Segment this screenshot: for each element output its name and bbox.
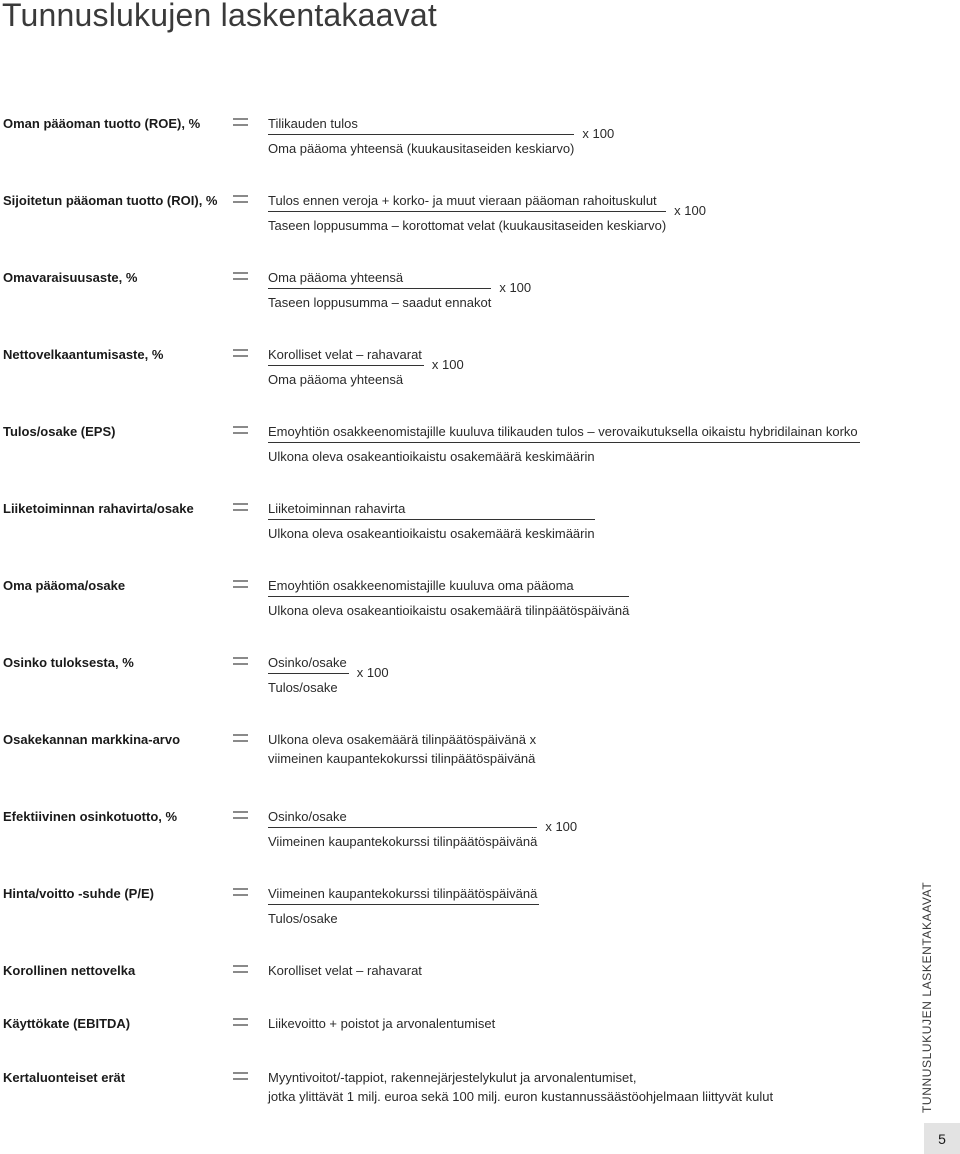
equals-sign [233, 965, 248, 973]
formula-expression [268, 193, 706, 233]
numerator: Oma pääoma yhteensä [268, 270, 491, 289]
formula-expression [268, 578, 629, 618]
equals-sign [233, 118, 248, 126]
formula-label: Omavaraisuusaste, % [3, 270, 138, 285]
multiplier: x 100 [356, 665, 389, 680]
formula-expression [268, 963, 422, 982]
multiplier: x 100 [499, 280, 532, 295]
page-number: 5 [938, 1131, 946, 1147]
formula-line: Myyntivoitot/-tappiot, rakennejärjestelykulut ja arvonalentumiset, [268, 1070, 637, 1085]
formula-label: Kertaluonteiset erät [3, 1070, 126, 1085]
equals-sign [233, 734, 248, 742]
fraction [268, 809, 537, 849]
equals-sign [233, 657, 248, 665]
denominator: Ulkona oleva osakeantioikaistu osakemäärä keskimäärin [268, 449, 595, 464]
formula-expression [268, 501, 595, 541]
formula-expression [268, 1016, 495, 1035]
formula-expression [268, 1070, 773, 1108]
fraction [268, 655, 349, 695]
equals-sign [233, 1018, 248, 1026]
formula-expression [268, 655, 389, 695]
formula-line: Korolliset velat – rahavarat [268, 963, 422, 978]
fraction [268, 501, 595, 541]
formula-label: Hinta/voitto -suhde (P/E) [3, 886, 154, 901]
formula-label: Oma pääoma/osake [3, 578, 126, 593]
denominator: Oma pääoma yhteensä [268, 372, 404, 387]
denominator: Viimeinen kaupantekokurssi tilinpäätöspäivänä [268, 834, 538, 849]
numerator: Korolliset velat – rahavarat [268, 347, 424, 366]
formula-line: jotka ylittävät 1 milj. euroa sekä 100 milj. euron kustannussäästöohjelmaan liittyvät kulut [268, 1089, 774, 1104]
equals-sign [233, 580, 248, 588]
formula-label: Nettovelkaantumisaste, % [3, 347, 164, 362]
formula-label: Sijoitetun pääoman tuotto (ROI), % [3, 193, 218, 208]
numerator: Osinko/osake [268, 655, 349, 674]
equals-sign [233, 426, 248, 434]
multiplier: x 100 [582, 126, 615, 141]
formula-label: Käyttökate (EBITDA) [3, 1016, 131, 1031]
denominator: Oma pääoma yhteensä (kuukausitaseiden keskiarvo) [268, 141, 575, 156]
multiplier: x 100 [431, 357, 464, 372]
formula-label: Oman pääoman tuotto (ROE), % [3, 116, 201, 131]
denominator: Ulkona oleva osakeantioikaistu osakemäärä keskimäärin [268, 526, 595, 541]
page-title: Tunnuslukujen laskentakaavat [2, 0, 437, 33]
fraction [268, 347, 424, 387]
multiplier: x 100 [545, 819, 578, 834]
formula-expression [268, 424, 860, 464]
fraction [268, 116, 574, 156]
formula-expression [268, 347, 464, 387]
equals-sign [233, 195, 248, 203]
side-section-title: TUNNUSLUKUJEN LASKENTAKAAVAT [920, 881, 934, 1113]
denominator: Tulos/osake [268, 680, 338, 695]
fraction [268, 578, 629, 618]
fraction [268, 424, 860, 464]
page-number-box [924, 1123, 960, 1154]
numerator: Emoyhtiön osakkeenomistajille kuuluva oma pääoma [268, 578, 629, 597]
equals-sign [233, 1072, 248, 1080]
formula-expression [268, 809, 577, 849]
equals-sign [233, 349, 248, 357]
numerator: Liiketoiminnan rahavirta [268, 501, 595, 520]
fraction [268, 270, 491, 310]
equals-sign [233, 811, 248, 819]
formula-expression [268, 732, 536, 770]
denominator: Tulos/osake [268, 911, 338, 926]
denominator: Taseen loppusumma – saadut ennakot [268, 295, 492, 310]
formula-label: Efektiivinen osinkotuotto, % [3, 809, 178, 824]
formula-label: Osinko tuloksesta, % [3, 655, 134, 670]
formula-expression [268, 270, 531, 310]
equals-sign [233, 503, 248, 511]
numerator: Osinko/osake [268, 809, 537, 828]
formula-line: viimeinen kaupantekokurssi tilinpäätöspäivänä [268, 751, 536, 766]
formula-label: Liiketoiminnan rahavirta/osake [3, 501, 194, 516]
denominator: Taseen loppusumma – korottomat velat (kuukausitaseiden keskiarvo) [268, 218, 667, 233]
numerator: Tulos ennen veroja + korko- ja muut vieraan pääoman rahoituskulut [268, 193, 666, 212]
formula-line: Liikevoitto + poistot ja arvonalentumiset [268, 1016, 496, 1031]
equals-sign [233, 272, 248, 280]
formula-label: Osakekannan markkina-arvo [3, 732, 181, 747]
formula-expression [268, 886, 539, 926]
formula-line: Ulkona oleva osakemäärä tilinpäätöspäivänä x [268, 732, 537, 747]
fraction [268, 886, 539, 926]
formula-expression [268, 116, 614, 156]
formula-label: Tulos/osake (EPS) [3, 424, 116, 439]
denominator: Ulkona oleva osakeantioikaistu osakemäärä tilinpäätöspäivänä [268, 603, 630, 618]
formula-label: Korollinen nettovelka [3, 963, 136, 978]
fraction [268, 193, 666, 233]
numerator: Emoyhtiön osakkeenomistajille kuuluva tilikauden tulos – verovaikutuksella oikaistu hybridilainan korko [268, 424, 860, 443]
numerator: Tilikauden tulos [268, 116, 574, 135]
numerator: Viimeinen kaupantekokurssi tilinpäätöspäivänä [268, 886, 539, 905]
equals-sign [233, 888, 248, 896]
multiplier: x 100 [674, 203, 706, 218]
